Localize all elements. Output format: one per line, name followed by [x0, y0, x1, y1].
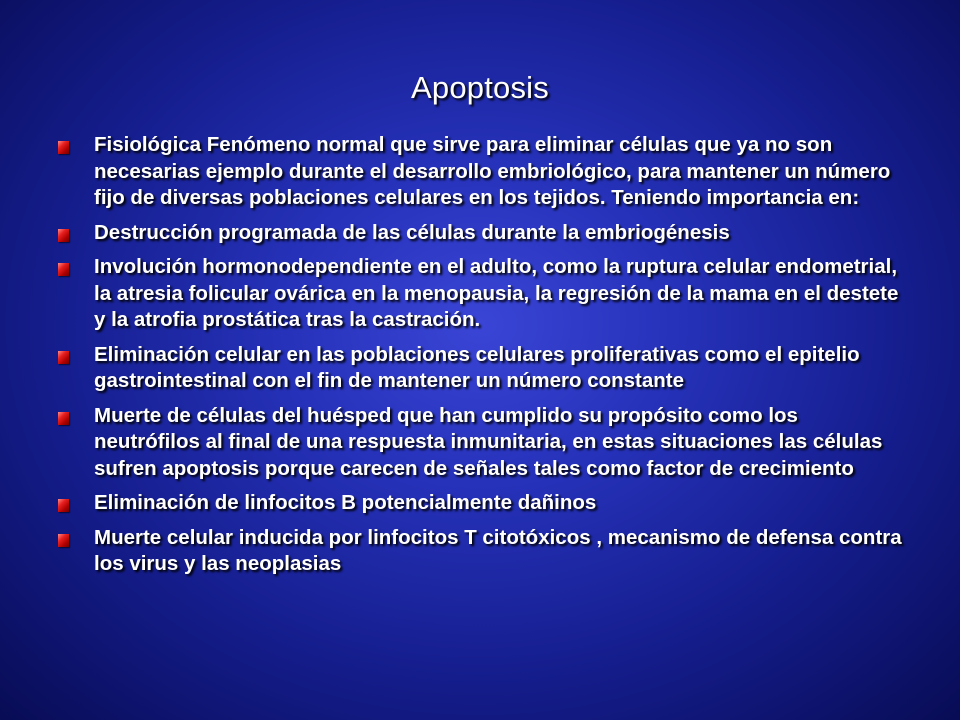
bullet-item	[58, 220, 908, 247]
red-square-bullet-icon	[58, 499, 69, 512]
red-square-bullet-icon	[58, 263, 69, 276]
bullet-text: Eliminación de linfocitos B potencialmente dañinos	[94, 491, 597, 514]
bullet-item	[58, 132, 908, 212]
bullet-item	[58, 525, 908, 578]
red-square-bullet-icon	[58, 534, 69, 547]
bullet-item	[58, 490, 908, 517]
slide-title: Apoptosis	[411, 70, 549, 105]
red-square-bullet-icon	[58, 229, 69, 242]
bullet-item	[58, 342, 908, 395]
bullet-text: Involución hormonodependiente en el adulto, como la ruptura celular endometrial, la atresia folicular ovárica en la menopausia, la regresión de la mama en el destete y la atrofia prostática tras la castración.	[94, 255, 899, 331]
bullet-text: Muerte de células del huésped que han cumplido su propósito como los neutrófilos al final de una respuesta inmunitaria, en estas situaciones las células sufren apoptosis porque carecen de señales tales como factor de crecimiento	[94, 403, 883, 480]
bullet-text: Eliminación celular en las poblaciones celulares proliferativas como el epitelio gastrointestinal con el fin de mantener un número constante	[94, 342, 860, 392]
red-square-bullet-icon	[58, 351, 69, 364]
bullet-item	[58, 403, 908, 483]
red-square-bullet-icon	[58, 141, 69, 154]
bullet-text: Destrucción programada de las células durante la embriogénesis	[94, 220, 730, 244]
bullet-item	[58, 254, 908, 334]
red-square-bullet-icon	[58, 412, 69, 425]
bullet-list	[58, 132, 908, 586]
bullet-text: Fisiológica Fenómeno normal que sirve para eliminar células que ya no son necesarias ejemplo durante el desarrollo embriológico, para mantener un número fijo de diversas poblaciones celulares en los tejidos. Teniendo importancia en:	[94, 133, 891, 209]
bullet-text: Muerte celular inducida por linfocitos T citotóxicos , mecanismo de defensa contra los virus y las neoplasias	[94, 525, 902, 575]
